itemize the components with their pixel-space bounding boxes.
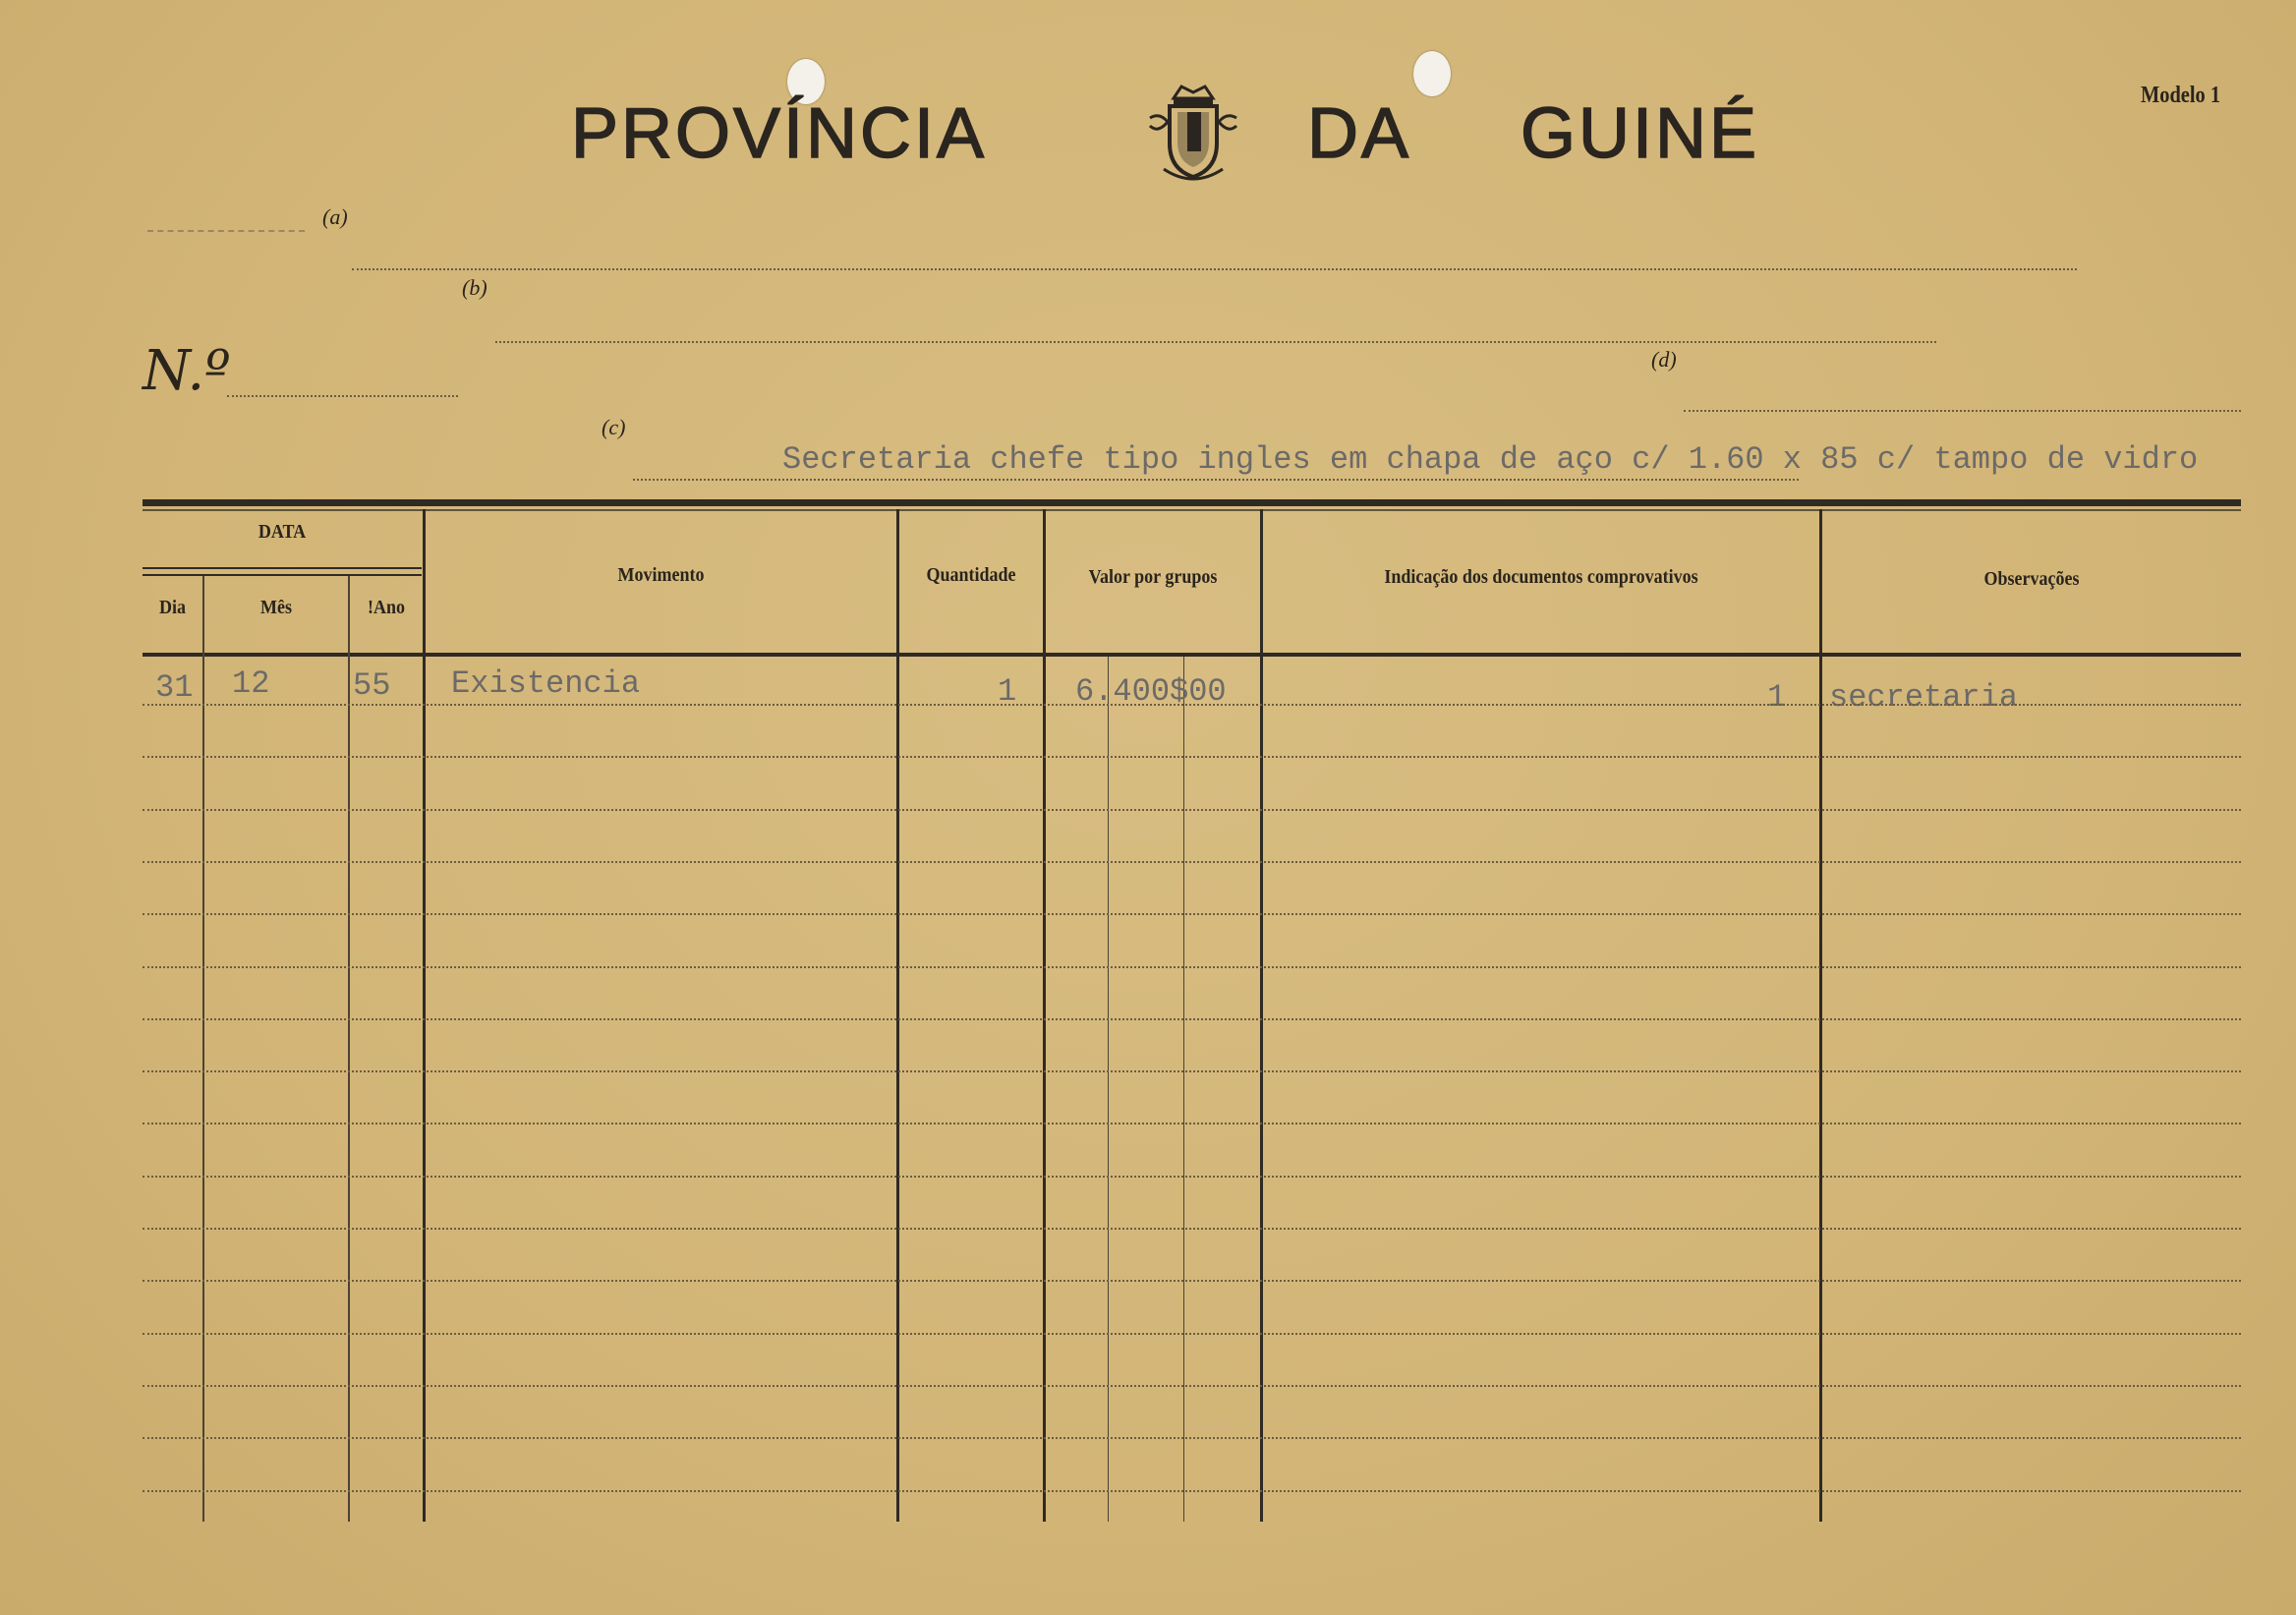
field-c-line <box>633 479 1799 481</box>
cell-dia: 31 <box>155 669 194 706</box>
table-top-rule <box>143 499 2241 506</box>
title-da: DA <box>1307 94 1412 173</box>
cell-quantidade: 1 <box>998 673 1017 710</box>
table-top-rule-thin <box>143 509 2241 511</box>
column-divider-mes <box>348 576 350 1522</box>
header-documentos: Indicação dos documentos comprovativos <box>1384 566 1698 588</box>
valor-subdivider <box>1108 657 1109 1522</box>
date-header-rule <box>143 574 422 576</box>
punch-hole <box>1413 51 1451 96</box>
table-row-line <box>143 1070 2241 1072</box>
table-row-line <box>143 861 2241 863</box>
model-label: Modelo 1 <box>2141 83 2221 108</box>
column-divider <box>1819 509 1822 1522</box>
column-divider <box>896 509 899 1522</box>
table-row-line <box>143 704 2241 706</box>
header-observacoes: Observações <box>1983 568 2080 590</box>
title-guine: GUINÉ <box>1521 94 1760 173</box>
header-ano: !Ano <box>367 597 405 618</box>
table-row-line <box>143 809 2241 811</box>
field-a-label: (a) <box>322 204 348 229</box>
table-row-line <box>143 1176 2241 1178</box>
number-label: N.º <box>143 339 231 403</box>
column-divider <box>423 509 426 1522</box>
cell-mes: 12 <box>232 665 270 702</box>
field-d-label: (d) <box>1651 347 1677 372</box>
coat-of-arms-icon <box>1140 83 1246 187</box>
table-row-line <box>143 913 2241 915</box>
column-divider <box>1043 509 1046 1522</box>
table-row-line <box>143 756 2241 758</box>
cell-movimento: Existencia <box>451 665 641 702</box>
field-c-value: Secretaria chefe tipo ingles em chapa de aço c/ 1.60 x 85 c/ tampo de vidro <box>782 441 2199 478</box>
cell-documentos: 1 <box>1767 679 1787 716</box>
header-movimento: Movimento <box>617 564 705 586</box>
table-row-line <box>143 1333 2241 1335</box>
table-row-line <box>143 1123 2241 1125</box>
header-valor: Valor por grupos <box>1088 566 1218 588</box>
table-row-line <box>143 966 2241 968</box>
table-row-line <box>143 1228 2241 1230</box>
header-dia: Dia <box>159 597 186 618</box>
field-a-line-short <box>147 230 305 232</box>
cell-observacoes: secretaria <box>1829 679 2019 716</box>
column-divider <box>1260 509 1263 1522</box>
header-quantidade: Quantidade <box>926 564 1016 586</box>
valor-subdivider <box>1183 657 1184 1522</box>
title-provincia: PROVÍNCIA <box>571 94 988 173</box>
cell-valor: 6.400$00 <box>1075 673 1227 710</box>
table-row-line <box>143 1385 2241 1387</box>
cell-ano: 55 <box>353 667 391 704</box>
column-divider-dia <box>202 576 204 1522</box>
table-row-line <box>143 1280 2241 1282</box>
table-row-line <box>143 1490 2241 1492</box>
field-c-label: (c) <box>602 415 626 439</box>
header-data: DATA <box>258 521 307 543</box>
table-row-line <box>143 1018 2241 1020</box>
field-b-line <box>495 341 1936 343</box>
table-row-line <box>143 1437 2241 1439</box>
field-b-label: (b) <box>462 275 488 300</box>
field-d-line <box>1684 410 2241 412</box>
header-mes: Mês <box>259 597 292 618</box>
number-line <box>227 395 458 397</box>
table-header-rule <box>143 653 2241 657</box>
field-a-line <box>352 268 2077 270</box>
date-header-rule <box>143 567 422 569</box>
